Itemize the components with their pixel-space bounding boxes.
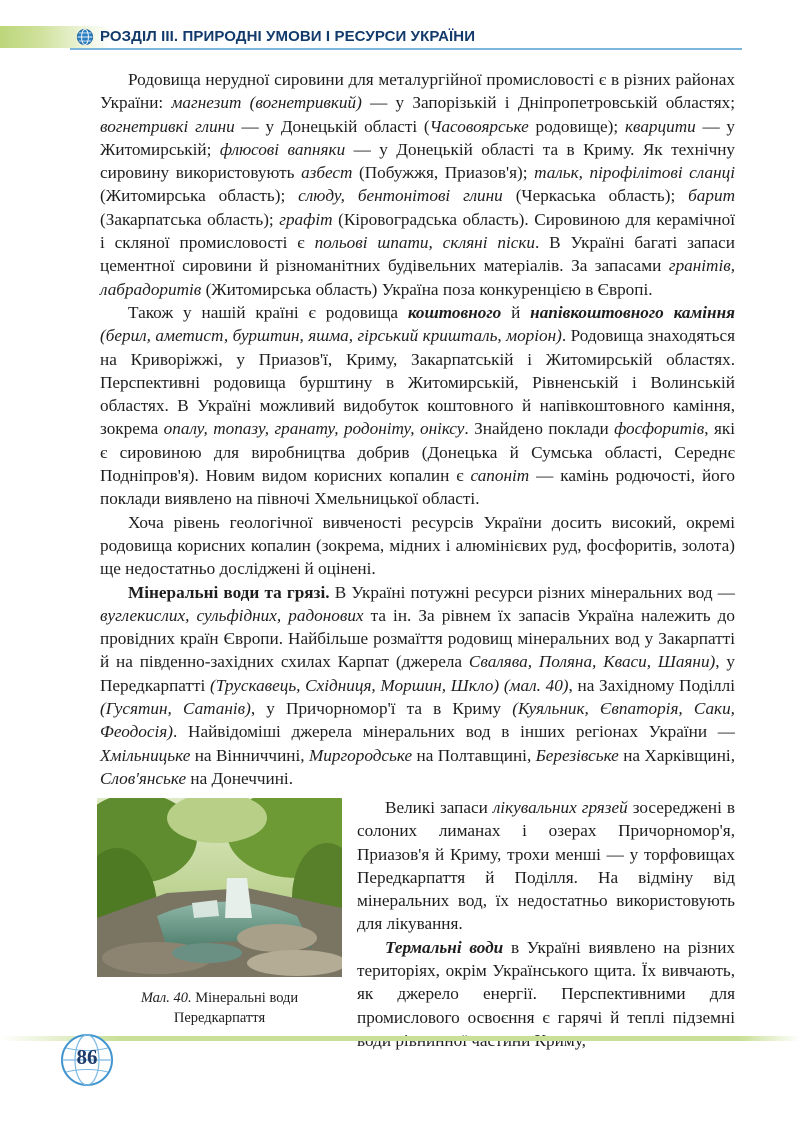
- figure-caption: Мал. 40. Мінеральні води Передкарпаття: [140, 990, 299, 1026]
- paragraph-thermal-waters: Термальні води в Україні виявлено на різних територіях, окрім Українського щита. Їх вивчають, як джерело енергії. Перспективними для промислового освоєння є гарячі й теплі підземні: [357, 937, 735, 1027]
- paragraph-mineral-waters: Мінеральні води та грязі. В Україні потужні ресурси різних мінеральних вод — вуглекислих, сульфідних, радонових та ін. За рівнем їх запасів Україна належить до провідних країн Європи. Найбільше розмаїття родовищ мінеральних вод у Закарпатті й на південно-західних схилах Карпат (джерела Свалява, Поляна, Кваси, Шаяни), у Передкарпатті (Трускавець, Східниця, Моршин, Шкло) (мал. 40), на Західному Поділлі (Гусятин, Сатанів), у Причорномор'ї та в Криму (Куяльник, Євпаторія, Саки, Феодосія). Найвідоміші джерела мінеральних вод в інших регіонах України — Хмільницьке на Вінниччині, Миргородське на Полтавщині, Березівське на Харківщині, Слов'янське на Донеччині.: [100, 582, 736, 788]
- section-title: РОЗДІЛ ІІІ. ПРИРОДНІ УМОВИ І РЕСУРСИ УКРАЇНИ: [100, 28, 476, 45]
- paragraph-gemstones: Також у нашій країні є родовища коштовного й напівкоштовного каміння (берил, аметист, бурштин, яшма, гірський кришталь, моріон). Родовища знаходяться на Криворіжжі, у Приазов'ї, Криму, Закарпатській і Житомирській областях. Перспективні родовища бурштину в Житомирській, Рівненській і Волинській областях. В Україні можливий видобуток коштовного й напівкоштовного каміння, зокрема опалу, топазу, гранату, родоніту, оніксу. Знайдено поклади фосфоритів, які є сировиною для виробництва добрив (Донецька й Сумська області, Середнє Подніпров'я). Новим видом корисних копалин є сапоніт — камінь родючості, його поклади виявлено на півночі Хмельницької області.: [100, 302, 736, 509]
- page-number: 86: [76, 1045, 98, 1069]
- main-text-column: [357, 796, 735, 1052]
- globe-icon: [76, 28, 94, 46]
- paragraph-geology-study: Хоча рівень геологічної вивченості ресурсів України досить високий, окремі родовища корисних копалин (зокрема, мідних і алюмінієвих руд, фосфоритів, золота) ще недостатньо досліджені й оцінені.: [100, 512, 735, 579]
- header-divider: [70, 48, 742, 50]
- footer-band: [0, 1036, 800, 1041]
- mineral-waters-photo: [97, 798, 342, 977]
- paragraph-nonmetallic-raw: Родовища нерудної сировини для металургійної промисловості є в різних районах України: магнезит (вогнетривкий) — у Запорізькій і Дніпропетровській областях; вогнетривкі глини — у Донецькій області (Часовоярське родовище); кварцити — у Житомирській; флюсові вапняки — у Донецькій області та в Криму. Як технічну сировину використовують азбест (Побужжя, Приазов'я); тальк, пірофілітові сланці (Житомирська область); слюду, бентонітові глини (Черкаська область); барит (Закарпатська область); графіт (Кіровоградська область). Сировиною для керамічної і скляної промисловості є польові шпати, скляні піски. В Україні багаті запаси цементної сировини й різноманітних будівельних матеріалів. За запасами гранітів, лабрадоритів (Житомирська область) Україна поза конкуренцією в Європі.: [100, 70, 736, 299]
- main-text-top: [100, 68, 735, 790]
- paragraph-therapeutic-mud: Великі запаси лікувальних грязей зосереджені в солоних лиманах і озерах Причорномор'я, Приазов'я й Криму, трохи менші — у торфовищах Передкарпаття й Поділля. На відміну від мінеральних вод, їх недостатньо використовують для лікування.: [357, 798, 735, 934]
